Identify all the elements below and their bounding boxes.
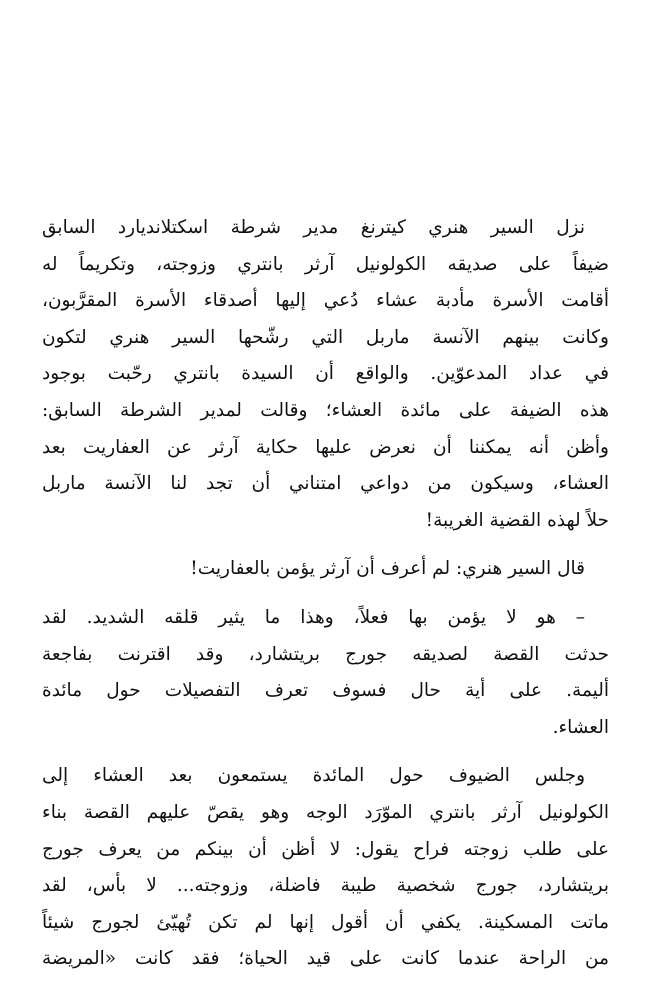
text-line: ضيفاً على صديقه الكولونيل آرثر بانتري وزوجته، وتكريماً له: [42, 253, 609, 275]
paragraph-colonel-story: [42, 758, 609, 978]
text-line: أليمة. على أية حال فسوف تعرف التفصيلات حول مائدة: [42, 680, 609, 702]
text-line: وأظن أنه يمكننا أن نعرض عليها حكاية آرثر عن العفاريت بعد: [42, 436, 609, 458]
text-line: قال السير هنري: لم أعرف أن آرثر يؤمن بالعفاريت!: [190, 558, 585, 580]
paragraph-sir-henry: [42, 551, 609, 588]
text-line: الكولونيل آرثر بانتري الموّرَد الوجه وهو يقصّ عليهم القصة بناء: [42, 801, 609, 823]
text-line: وكانت بينهم الآنسة ماربل التي رشّحها السير هنري لتكون: [42, 326, 609, 348]
text-line: وجلس الضيوف حول المائدة يستمعون بعد العشاء إلى: [42, 765, 585, 787]
text-line: في عداد المدعوّين. والواقع أن السيدة بانتري رحّبت بوجود: [42, 363, 609, 385]
text-line: ماتت المسكينة. يكفي أن أقول إنها لم تكن تُهيّئ لجورج شيئاً: [42, 911, 609, 933]
text-line: على طلب زوجته فراح يقول: لا أظن أن بينكم من يعرف جورج: [42, 838, 609, 860]
book-page: [42, 210, 609, 978]
text-line: حدثت القصة لصديقه جورج بريتشارد، وقد اقترنت بفاجعة: [42, 643, 609, 665]
text-line: من الراحة عندما كانت على قيد الحياة؛ فقد كانت «المريضة: [42, 948, 609, 970]
text-line: العشاء، وسيكون من دواعي امتناني أن تجد لنا الآنسة ماربل: [42, 473, 609, 495]
text-line: – هو لا يؤمن بها فعلاً، وهذا ما يثير قلقه الشديد. لقد: [42, 606, 585, 628]
text-line: نزل السير هنري كيترنغ مدير شرطة اسكتلانديارد السابق: [42, 217, 585, 238]
text-line: أقامت الأسرة مأدبة عشاء دُعي إليها أصدقاء الأسرة المقرَّبون،: [42, 290, 609, 312]
text-line: هذه الضيفة على مائدة العشاء؛ وقالت لمدير الشرطة السابق:: [42, 399, 609, 421]
text-line: العشاء.: [552, 716, 609, 738]
paragraph-intro: [42, 210, 609, 539]
paragraph-reply: [42, 600, 609, 746]
text-line: بريتشارد، جورج شخصية طيبة فاضلة، وزوجته... لا بأس، لقد: [42, 875, 609, 897]
text-line: حلاً لهذه القضية الغريبة!: [425, 509, 609, 531]
